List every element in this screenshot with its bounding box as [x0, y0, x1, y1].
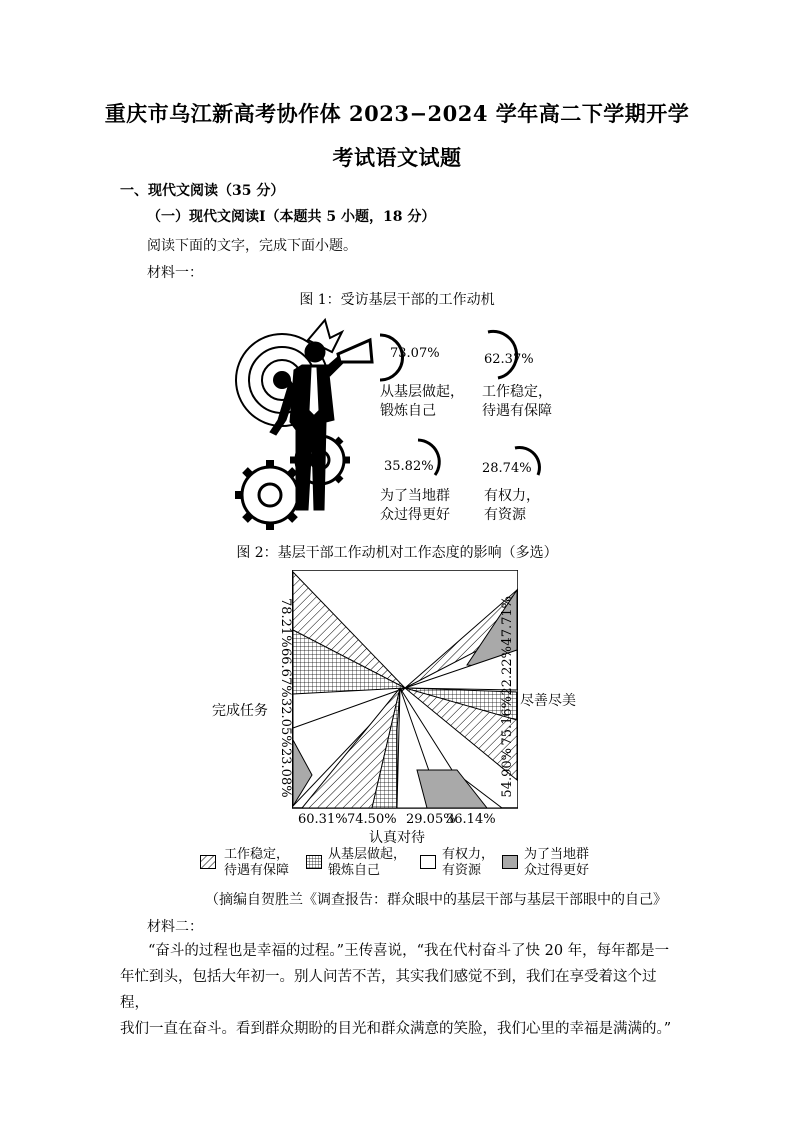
legend-swatch-grid [306, 855, 322, 869]
left-value-2: 66.67% [278, 648, 293, 698]
figure2-legend [200, 847, 620, 885]
figure1-caption: 图 1：受访基层干部的工作动机 [299, 292, 495, 308]
left-axis-label: 完成任务 [212, 703, 268, 719]
legend-item-4b: 众过得更好 [524, 863, 590, 878]
gear-icon [235, 460, 305, 530]
legend-item-2b: 锻炼自己 [328, 863, 381, 878]
fig1-label-1a: 从基层做起， [380, 384, 464, 400]
legend-swatch-white [420, 855, 436, 869]
fig1-label-1 [380, 383, 464, 421]
fig1-label-4a: 有权力， [484, 488, 540, 504]
material2-label: 材料二： [147, 919, 203, 935]
right-value-1: 47.71% [500, 596, 515, 646]
figure2-caption: 图 2：基层干部工作动机对工作态度的影响（多选） [236, 545, 558, 561]
bottom-value-3: 29.05% [406, 812, 456, 827]
legend-item-3 [442, 847, 494, 879]
fig1-label-4b: 有资源 [484, 507, 526, 523]
left-value-4: 23.08% [278, 748, 293, 798]
fig1-label-3a: 为了当地群 [380, 488, 450, 504]
legend-item-3b: 有资源 [442, 863, 482, 878]
subsection-heading: （一）现代文阅读Ⅰ（本题共 5 小题，18 分） [147, 209, 436, 225]
fig1-label-2a: 工作稳定， [482, 384, 552, 400]
doc-title-line1: 重庆市乌江新高考协作体 2023−2024 学年高二下学期开学 [104, 101, 690, 126]
material2-paragraph [120, 938, 680, 1042]
fig1-label-3b: 众过得更好 [380, 507, 450, 523]
material1-label: 材料一： [147, 265, 203, 281]
right-value-3: 75.16% [500, 696, 515, 746]
source-note: （摘编自贺胜兰《调查报告：群众眼中的基层干部与基层干部眼中的自己》 [205, 892, 667, 908]
legend-item-3a: 有权力， [442, 847, 495, 862]
bottom-value-2: 74.50% [347, 812, 397, 827]
bottom-axis-label: 认真对待 [369, 830, 425, 846]
legend-item-1 [224, 847, 289, 879]
right-axis-label: 尽善尽美 [520, 693, 576, 709]
bottom-value-1: 60.31% [298, 812, 348, 827]
legend-item-2 [328, 847, 406, 879]
legend-item-4a: 为了当地群 [524, 847, 590, 862]
left-value-3: 32.05% [278, 698, 293, 748]
fig1-label-2 [482, 383, 552, 421]
right-value-4: 54.90% [500, 748, 515, 798]
fig1-pct-1: 73.07% [390, 346, 440, 361]
legend-item-1a: 工作稳定， [224, 847, 290, 862]
figure2-chart [292, 570, 518, 810]
instruction-text: 阅读下面的文字，完成下面小题。 [147, 238, 357, 254]
paragraph-line-2: 年忙到头，包括大年初一。别人问苦不苦，其实我们感觉不到，我们在享受着这个过程， [120, 969, 657, 1011]
legend-swatch-diagonal [200, 855, 216, 869]
fig1-label-3 [380, 487, 450, 525]
bottom-value-4: 36.14% [446, 812, 496, 827]
fig1-pct-2: 62.37% [484, 352, 534, 367]
fig1-pct-3: 35.82% [384, 459, 434, 474]
legend-item-1b: 待遇有保障 [224, 863, 290, 878]
legend-swatch-gray [502, 855, 518, 869]
left-value-1: 78.21% [278, 598, 293, 648]
paragraph-line-3: 我们一直在奋斗。看到群众期盼的目光和群众满意的笑脸，我们心里的幸福是满满的。” [120, 1021, 672, 1037]
legend-item-4 [524, 847, 589, 879]
fig1-label-1b: 锻炼自己 [380, 403, 436, 419]
right-value-2: 22.22% [500, 646, 515, 696]
section-heading: 一、现代文阅读（35 分） [120, 183, 285, 199]
doc-title-line2: 考试语文试题 [332, 145, 462, 170]
fig1-pct-4: 28.74% [482, 461, 532, 476]
fig1-label-4 [484, 487, 540, 525]
paragraph-line-1: “奋斗的过程也是幸福的过程。”王传喜说，“我在代村奋斗了快 20 年，每年都是一 [148, 943, 670, 959]
fig1-label-2b: 待遇有保障 [482, 403, 552, 419]
legend-item-2a: 从基层做起， [328, 847, 407, 862]
